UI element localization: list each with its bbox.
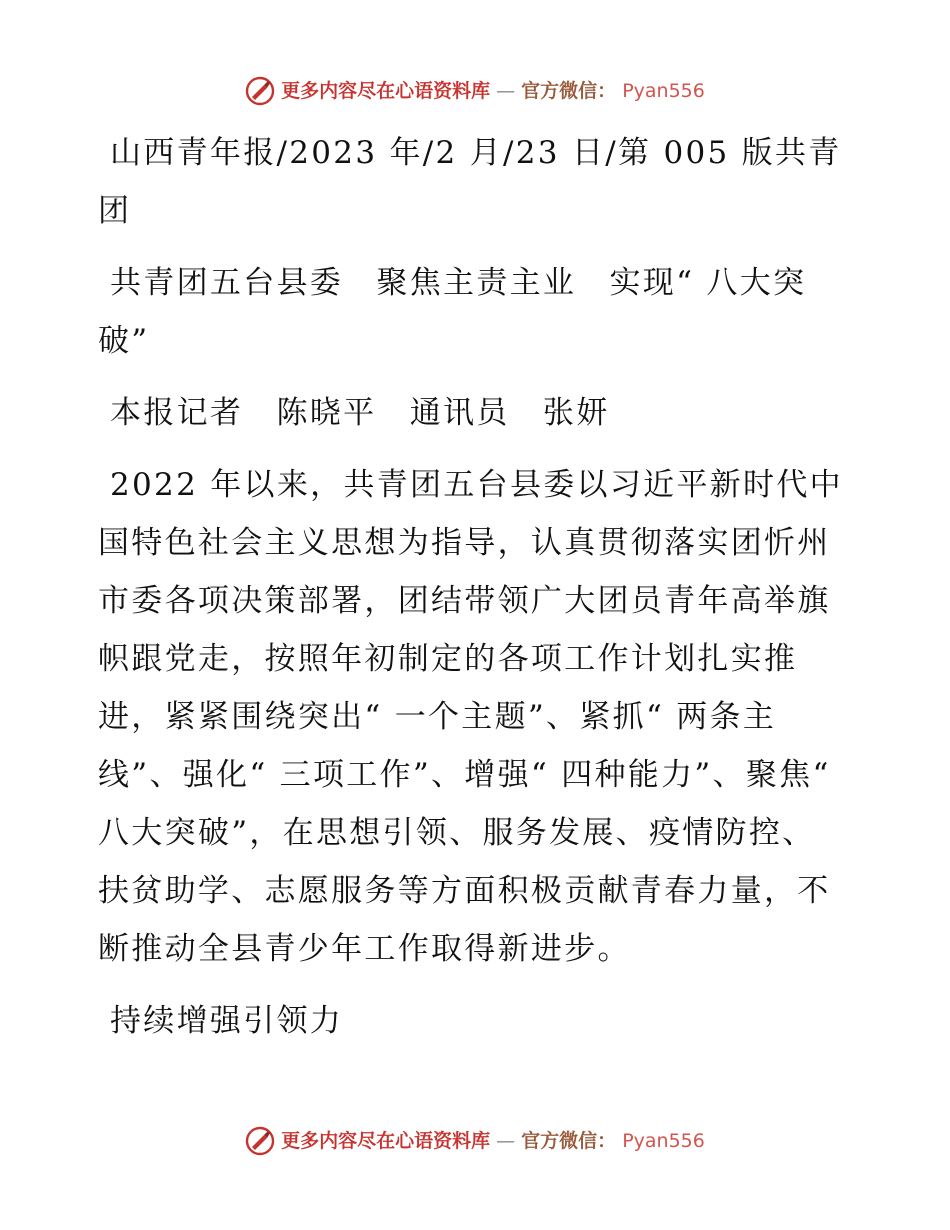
- source-line: 山西青年报/2023 年/2 月/23 日/第 005 版共青团: [98, 135, 842, 229]
- watermark-footer: [0, 1126, 950, 1156]
- watermark-label: 官方微信：: [521, 1130, 617, 1152]
- pen-logo-icon: [245, 76, 275, 106]
- pen-logo-icon: [245, 1126, 275, 1156]
- watermark-account: Pyan556: [622, 80, 705, 102]
- watermark-dash: —: [496, 1130, 516, 1152]
- body-paragraph: 2022 年以来，共青团五台县委以习近平新时代中国特色社会主义思想为指导，认真贯彻落实团忻州市委各项决策部署，团结带领广大团员青年高举旗帜跟党走，按照年初制定的各项工作计划扎实推进，紧紧围绕突出“ 一个主题”、紧抓“ 两条主线”、强化“ 三项工作”、增强“ 四种能力”、聚焦“ 八大突破”，在思想引领、服务发展、疫情防控、扶贫助学、志愿服务等方面积极贡献青春力量，不断推动全县青少年工作取得新进步。: [98, 467, 843, 967]
- watermark-brand: 更多内容尽在心语资料库: [281, 1130, 491, 1152]
- watermark-dash: —: [496, 80, 516, 102]
- watermark-header: [0, 76, 950, 106]
- watermark-label: 官方微信：: [521, 80, 617, 102]
- watermark-account: Pyan556: [622, 1130, 705, 1152]
- headline: 共青团五台县委 聚焦主责主业 实现“ 八大突破”: [98, 265, 807, 359]
- byline: 本报记者 陈晓平 通讯员 张妍: [110, 395, 610, 431]
- watermark-brand: 更多内容尽在心语资料库: [281, 80, 491, 102]
- article: [98, 124, 848, 1050]
- section-heading: 持续增强引领力: [110, 1003, 344, 1039]
